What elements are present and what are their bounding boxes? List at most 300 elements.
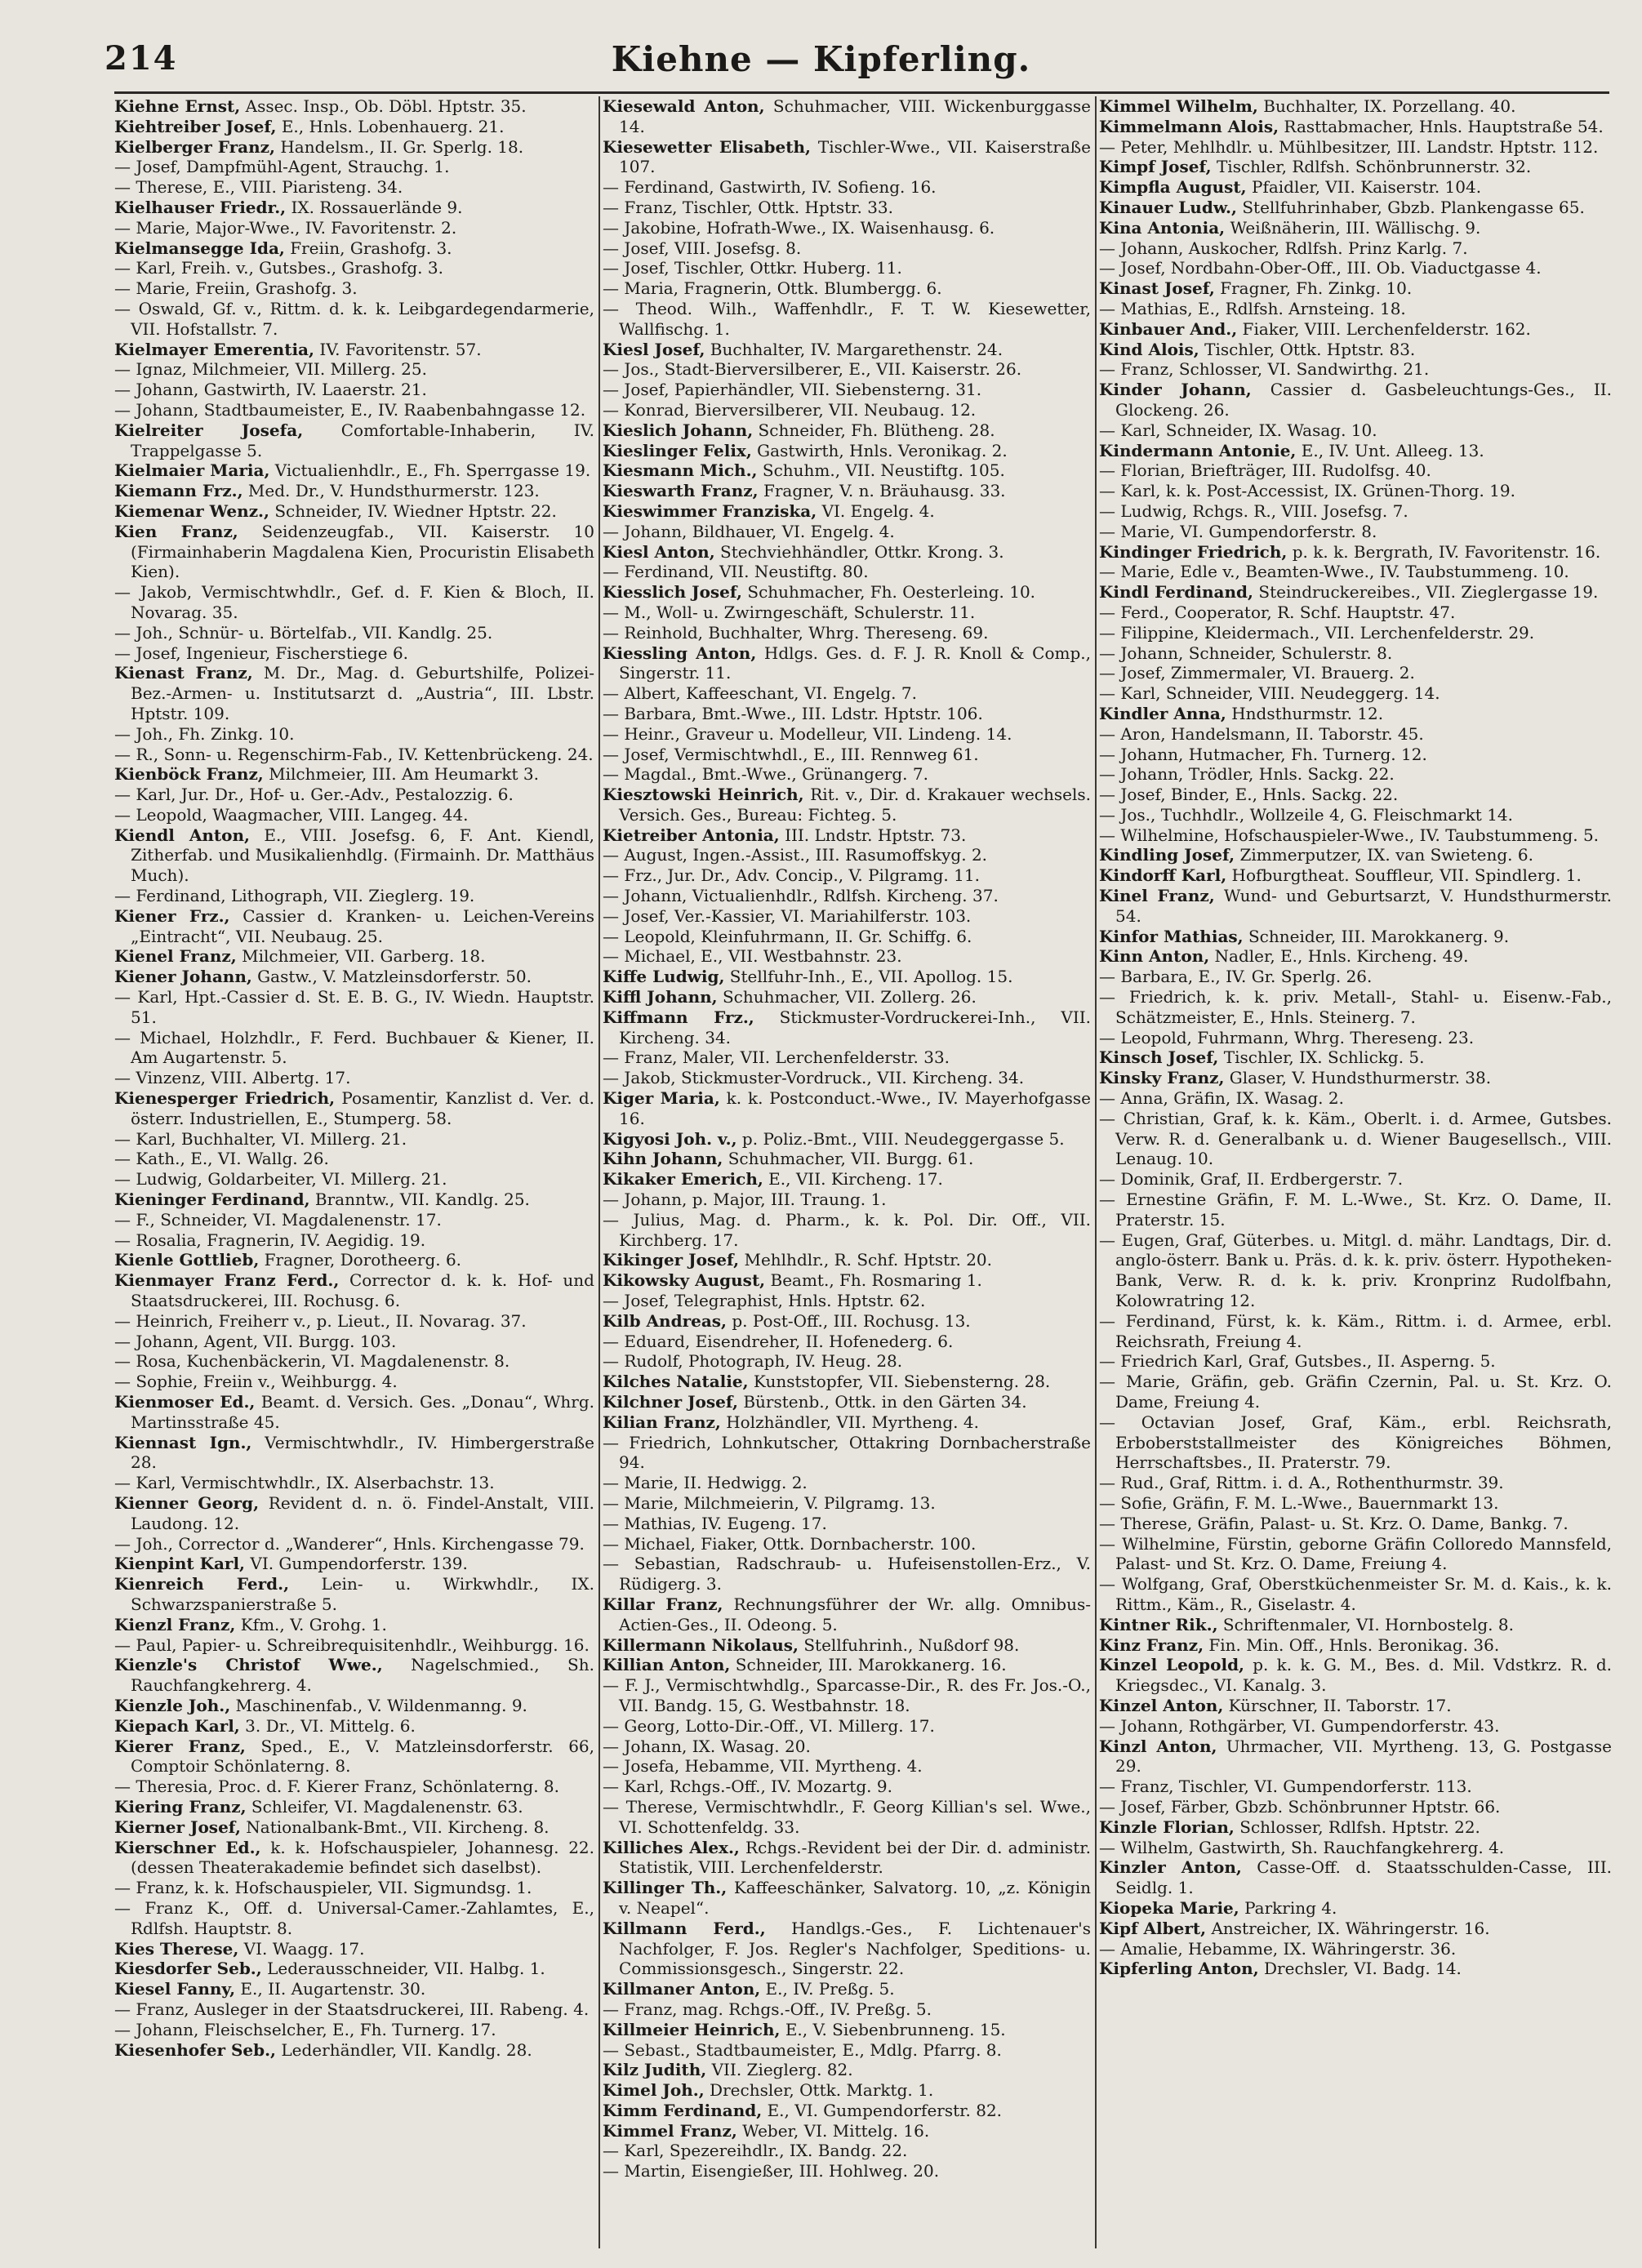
entry-details: Fragner, Dorotheerg. 6. <box>259 1250 462 1270</box>
directory-entry <box>114 1939 594 1959</box>
entry-details: — Ferd., Cooperator, R. Schf. Hauptstr. 47. <box>1099 602 1456 622</box>
entry-surname: Kiemenar Wenz., <box>114 500 269 521</box>
entry-details: Schuhmacher, VII. Zollerg. 26. <box>717 987 977 1007</box>
directory-entry <box>1099 1737 1612 1777</box>
directory-entry <box>114 1959 594 1979</box>
directory-entry <box>603 1412 1091 1433</box>
entry-details: — Reinhold, Buchhalter, Whrg. Thereseng. 69. <box>603 622 989 643</box>
entry-details: — Friedrich, Lohnkutscher, Ottakring Dornbacherstraße 94. <box>603 1432 1091 1473</box>
entry-surname: Kiesslich Josef, <box>603 582 743 603</box>
entry-details: — Karl, Spezereihdlr., IX. Bandg. 22. <box>603 2141 908 2161</box>
directory-entry <box>603 258 1091 278</box>
entry-details: Kaffeeschänker, Salvatorg. 10, „z. Königin v. Neapel“. <box>619 1878 1091 1918</box>
directory-entry <box>114 1311 594 1332</box>
entry-details: — Josef, Telegraphist, Hnls. Hptstr. 62. <box>603 1291 926 1311</box>
directory-entry <box>1099 96 1612 117</box>
entry-details: 3. Dr., VI. Mittelg. 6. <box>239 1715 416 1736</box>
entry-details: — Karl, Buchhalter, VI. Millerg. 21. <box>114 1128 407 1149</box>
entry-details: — Josef, Färber, Gbzb. Schönbrunner Hptstr. 66. <box>1099 1796 1501 1817</box>
entry-details: — Barbara, E., IV. Gr. Sperlg. 26. <box>1099 967 1373 987</box>
entry-details: — Franz, Maler, VII. Lerchenfelderstr. 33. <box>603 1047 950 1068</box>
entry-details: Branntw., VII. Kandlg. 25. <box>309 1190 530 1210</box>
entry-details: — Frz., Jur. Dr., Adv. Concip., V. Pilgramg. 11. <box>603 865 980 886</box>
directory-column-2 <box>603 96 1091 2260</box>
entry-details: — Peter, Mehlhdlr. u. Mühlbesitzer, III. Landstr. Hptstr. 112. <box>1099 136 1599 157</box>
directory-entry <box>603 603 1091 623</box>
entry-surname: Killermann Nikolaus, <box>603 1634 799 1655</box>
entry-surname: Kienzle Joh., <box>114 1695 231 1715</box>
entry-details: — Johann, Victualienhdlr., Rdlfsh. Kircheng. 37. <box>603 886 999 906</box>
directory-entry <box>603 1534 1091 1554</box>
directory-entry <box>1099 886 1612 927</box>
directory-entry <box>1099 1655 1612 1696</box>
directory-entry <box>114 1129 594 1150</box>
directory-entry <box>603 1554 1091 1594</box>
entry-details: — Joh., Fh. Zinkg. 10. <box>114 723 295 744</box>
directory-entry <box>114 1737 594 1777</box>
directory-entry <box>114 1028 594 1069</box>
entry-details: k. k. Hofschauspieler, Johannesg. 22. (dessen Theaterakademie befindet sich daselbst). <box>131 1837 594 1878</box>
entry-surname: Kienner Georg, <box>114 1492 260 1513</box>
directory-entry <box>114 967 594 987</box>
directory-entry <box>603 946 1091 967</box>
entry-details: — Karl, Vermischtwhdlr., IX. Alserbachstr. 13. <box>114 1473 495 1493</box>
entry-details: Assec. Insp., Ob. Döbl. Hptstr. 35. <box>240 96 527 116</box>
entry-details: — Albert, Kaffeeschant, VI. Engelg. 7. <box>603 683 917 704</box>
entry-details: Pfaidler, VII. Kaiserstr. 104. <box>1246 177 1482 198</box>
directory-entry <box>114 299 594 340</box>
entry-details: Fragner, Fh. Zinkg. 10. <box>1214 278 1413 299</box>
directory-entry <box>603 1332 1091 1352</box>
directory-entry <box>603 724 1091 745</box>
entry-surname: Kipf Albert, <box>1099 1918 1207 1938</box>
entry-details: Vermischtwhdlr., IV. Himbergerstraße 28. <box>131 1432 594 1473</box>
entry-surname: Kieswimmer Franziska, <box>603 500 817 521</box>
entry-surname: Kiering Franz, <box>114 1796 247 1817</box>
directory-entry <box>1099 1169 1612 1190</box>
entry-details: — Joh., Schnür- u. Börtelfab., VII. Kandlg. 25. <box>114 622 493 643</box>
entry-surname: Kinn Anton, <box>1099 946 1210 967</box>
directory-entry <box>114 643 594 664</box>
entry-details: Parkring 4. <box>1239 1897 1337 1918</box>
directory-entry <box>603 278 1091 299</box>
entry-surname: Kiesewetter Elisabeth, <box>603 136 811 157</box>
directory-entry <box>114 1574 594 1615</box>
entry-surname: Kiessling Anton, <box>603 643 757 663</box>
directory-entry <box>1099 1473 1612 1493</box>
entry-details: — Wilhelmine, Hofschauspieler-Wwe., IV. Taubstummeng. 5. <box>1099 825 1600 845</box>
entry-surname: Kienel Franz, <box>114 946 237 967</box>
directory-entry <box>114 460 594 481</box>
entry-details: — Ferdinand, VII. Neustiftg. 80. <box>603 562 869 582</box>
directory-entry <box>114 340 594 360</box>
directory-entry <box>603 1372 1091 1392</box>
directory-entry <box>114 1473 594 1493</box>
entry-details: — Ferdinand, Gastwirth, IV. Sofieng. 16. <box>603 177 937 198</box>
entry-surname: Kilb Andreas, <box>603 1310 728 1331</box>
entry-surname: Kimel Joh., <box>603 2080 705 2101</box>
entry-details: Tischler-Wwe., VII. Kaiserstraße 107. <box>619 136 1091 177</box>
entry-details: E., V. Siebenbrunneng. 15. <box>780 2019 1006 2039</box>
entry-details: p. Poliz.-Bmt., VIII. Neudeggergasse 5. <box>736 1128 1065 1149</box>
entry-details: E., IV. Unt. Alleeg. 13. <box>1296 440 1484 460</box>
directory-entry <box>1099 501 1612 522</box>
entry-surname: Kielhauser Friedr., <box>114 197 287 217</box>
entry-surname: Kiehtreiber Josef, <box>114 116 277 136</box>
entry-details: — Anna, Gräfin, IX. Wasag. 2. <box>1099 1088 1344 1109</box>
entry-details: Hofburgtheat. Souffleur, VII. Spindlerg. 1. <box>1226 865 1582 886</box>
entry-surname: Kiesl Anton, <box>603 541 715 562</box>
entry-surname: Kihn Johann, <box>603 1149 723 1169</box>
directory-entry <box>603 1270 1091 1291</box>
entry-surname: Kind Alois, <box>1099 339 1199 359</box>
entry-details: Nadler, E., Hnls. Kircheng. 49. <box>1209 946 1469 967</box>
entry-details: Uhrmacher, VII. Myrtheng. 13, G. Postgasse 29. <box>1115 1736 1612 1777</box>
directory-entry <box>603 1655 1091 1675</box>
directory-entry <box>114 1615 594 1635</box>
directory-entry <box>1099 724 1612 745</box>
entry-details: — Jos., Stadt-Bierversilberer, E., VII. Kaiserstr. 26. <box>603 359 1022 380</box>
entry-surname: Kiesl Josef, <box>603 339 705 359</box>
directory-entry <box>603 1250 1091 1270</box>
entry-surname: Kienböck Franz, <box>114 764 264 785</box>
entry-surname: Kimm Ferdinand, <box>603 2100 763 2120</box>
directory-entry <box>114 1554 594 1574</box>
entry-details: Schuhmacher, VII. Burgg. 61. <box>723 1149 974 1169</box>
entry-details: Handlgs.-Ges., F. Lichtenauer's Nachfolger, F. Jos. Regler's Nachfolger, Speditions- u. Commissionsgesch., Singerstr. 22. <box>619 1918 1091 1979</box>
directory-entry <box>1099 441 1612 461</box>
entry-details: Med. Dr., V. Hundsthurmerstr. 123. <box>243 481 540 501</box>
entry-details: — Marie, Milchmeierin, V. Pilgramg. 13. <box>603 1492 936 1513</box>
entry-details: — Johann, Gastwirth, IV. Laaerstr. 21. <box>114 380 427 400</box>
entry-details: — Josef, Ver.-Kassier, VI. Mariahilferstr. 103. <box>603 905 972 926</box>
entry-details: Anstreicher, IX. Währingerstr. 16. <box>1206 1918 1490 1938</box>
entry-details: Stechviehhändler, Ottkr. Krong. 3. <box>714 541 1004 562</box>
entry-surname: Kiendl Anton, <box>114 825 250 845</box>
directory-entry <box>603 1392 1091 1412</box>
entry-details: — Jakobine, Hofrath-Wwe., IX. Waisenhausg. 6. <box>603 217 995 238</box>
page-title: Kiehne — Kipferling. <box>611 39 1031 79</box>
entry-surname: Kiffmann Frz., <box>603 1007 754 1027</box>
directory-entry <box>1099 845 1612 865</box>
directory-entry <box>603 1777 1091 1797</box>
entry-surname: Kierner Josef, <box>114 1817 241 1837</box>
directory-entry <box>114 1270 594 1311</box>
directory-entry <box>603 623 1091 643</box>
directory-entry <box>114 1797 594 1817</box>
entry-surname: Killar Franz, <box>603 1594 723 1614</box>
entry-surname: Kiesewald Anton, <box>603 96 765 116</box>
directory-entry <box>603 967 1091 987</box>
directory-entry <box>1099 1028 1612 1048</box>
entry-details: M. Dr., Mag. d. Geburtshilfe, Polizei-Bez.-Armen- u. Institutsarzt d. „Austria“, III. Lbstr. Hptstr. 109. <box>131 663 594 723</box>
entry-details: — Johann, Rothgärber, VI. Gumpendorferstr. 43. <box>1099 1715 1500 1736</box>
directory-column-1 <box>114 96 594 2260</box>
entry-surname: Kinauer Ludw., <box>1099 197 1237 217</box>
entry-details: Schneider, III. Marokkanerg. 9. <box>1243 926 1510 946</box>
entry-details: — Ernestine Gräfin, F. M. L.-Wwe., St. Krz. O. Dame, II. Praterstr. 15. <box>1099 1190 1612 1230</box>
directory-entry <box>114 278 594 299</box>
directory-entry <box>114 987 594 1028</box>
entry-surname: Kinz Franz, <box>1099 1634 1204 1655</box>
entry-surname: Kinel Franz, <box>1099 886 1215 906</box>
directory-entry <box>114 2040 594 2061</box>
directory-entry <box>603 704 1091 724</box>
entry-surname: Kielmansegge Ida, <box>114 238 285 258</box>
entry-details: — Rudolf, Photograph, IV. Heug. 28. <box>603 1351 903 1372</box>
entry-surname: Kinsch Josef, <box>1099 1047 1219 1068</box>
entry-details: — Theresia, Proc. d. F. Kierer Franz, Schönlaterng. 8. <box>114 1777 559 1797</box>
directory-entry <box>603 177 1091 198</box>
entry-details: Victualienhdlr., E., Fh. Sperrgasse 19. <box>269 460 591 481</box>
directory-entry <box>603 420 1091 441</box>
entry-details: — Ignaz, Milchmeier, VII. Millerg. 25. <box>114 359 427 380</box>
directory-entry <box>603 745 1091 765</box>
directory-entry <box>603 1149 1091 1169</box>
entry-surname: Kinast Josef, <box>1099 278 1215 299</box>
directory-entry <box>603 460 1091 481</box>
directory-entry <box>1099 481 1612 501</box>
entry-details: — Franz, k. k. Hofschauspieler, VII. Sigmundsg. 1. <box>114 1878 532 1898</box>
directory-entry <box>1099 663 1612 683</box>
directory-entry <box>114 805 594 825</box>
directory-entry <box>603 2101 1091 2121</box>
entry-details: — Jos., Tuchhdlr., Wollzeile 4, G. Fleischmarkt 14. <box>1099 804 1514 825</box>
entry-details: Hdlgs. Ges. d. F. J. R. Knoll & Comp., Singerstr. 11. <box>619 643 1091 683</box>
directory-entry <box>1099 420 1612 441</box>
directory-entry <box>1099 177 1612 198</box>
entry-details: Gastw., V. Matzleinsdorferstr. 50. <box>251 967 532 987</box>
entry-surname: Kikaker Emerich, <box>603 1169 763 1190</box>
entry-details: — Johann, Auskocher, Rdlfsh. Prinz Karlg. 7. <box>1099 238 1468 258</box>
directory-entry <box>603 1311 1091 1332</box>
entry-details: Bürstenb., Ottk. in den Gärten 34. <box>737 1392 1027 1412</box>
header-rule <box>114 91 1609 94</box>
directory-entry <box>114 1878 594 1898</box>
directory-entry <box>603 218 1091 238</box>
directory-entry <box>114 1898 594 1939</box>
entry-details: Corrector d. k. k. Hof- und Staatsdruckerei, III. Rochusg. 6. <box>131 1270 594 1311</box>
entry-details: — Leopold, Waagmacher, VIII. Langeg. 44. <box>114 804 469 825</box>
directory-entry <box>114 238 594 259</box>
entry-surname: Kienmoser Ed., <box>114 1392 256 1412</box>
directory-entry <box>1099 643 1612 664</box>
directory-entry <box>1099 542 1612 563</box>
entry-details: — Wolfgang, Graf, Oberstküchenmeister Sr. M. d. Kais., k. k. Rittm., Käm., R., Giselastr. 4. <box>1099 1574 1612 1614</box>
entry-details: III. Lndstr. Hptstr. 73. <box>779 825 967 845</box>
entry-surname: Kienzl Franz, <box>114 1614 236 1634</box>
directory-entry <box>1099 1109 1612 1169</box>
entry-details: — Johann, IX. Wasag. 20. <box>603 1736 811 1756</box>
entry-surname: Kintner Rik., <box>1099 1614 1218 1634</box>
entry-surname: Kikinger Josef, <box>603 1250 740 1270</box>
entry-details: — Heinrich, Freiherr v., p. Lieut., II. Novarag. 37. <box>114 1310 527 1331</box>
directory-entry <box>114 96 594 117</box>
entry-details: — Mathias, E., Rdlfsh. Arnsteing. 18. <box>1099 298 1406 318</box>
entry-surname: Kimmelmann Alois, <box>1099 116 1279 136</box>
entry-surname: Kiepach Karl, <box>114 1715 240 1736</box>
directory-entry <box>603 96 1091 137</box>
directory-entry <box>114 2020 594 2040</box>
entry-surname: Kinzel Anton, <box>1099 1695 1224 1715</box>
directory-entry <box>1099 785 1612 805</box>
entry-details: — Rosa, Kuchenbäckerin, VI. Magdalenenstr. 8. <box>114 1351 510 1372</box>
directory-entry <box>114 785 594 805</box>
entry-details: — Leopold, Kleinfuhrmann, II. Gr. Schiffg. 6. <box>603 926 972 946</box>
entry-details: Rit. v., Dir. d. Krakauer wechsels. Versich. Ges., Bureau: Fichteg. 5. <box>619 785 1091 825</box>
entry-details: — Karl, Schneider, VIII. Neudeggerg. 14. <box>1099 683 1440 704</box>
directory-entry <box>1099 987 1612 1028</box>
directory-entry <box>603 400 1091 420</box>
directory-entry <box>114 1230 594 1251</box>
directory-entry <box>114 117 594 137</box>
column-divider <box>599 96 600 2248</box>
directory-entry <box>1099 603 1612 623</box>
entry-surname: Kiener Frz., <box>114 905 230 926</box>
entry-details: — Mathias, IV. Eugeng. 17. <box>603 1513 827 1533</box>
directory-entry <box>603 927 1091 947</box>
entry-details: Schneider, IV. Wiedner Hptstr. 22. <box>269 500 557 521</box>
entry-surname: Kiffe Ludwig, <box>603 967 725 987</box>
entry-details: Maschinenfab., V. Wildenmanng. 9. <box>230 1695 527 1715</box>
directory-entry <box>114 724 594 745</box>
directory-entry <box>114 1696 594 1716</box>
entry-details: Nagelschmied., Sh. Rauchfangkehrerg. 4. <box>131 1655 594 1696</box>
entry-details: — Johann, Fleischselcher, E., Fh. Turnerg. 17. <box>114 2019 496 2039</box>
directory-entry <box>114 1777 594 1797</box>
entry-details: Stickmuster-Vordruckerei-Inh., VII. Kircheng. 34. <box>619 1007 1091 1047</box>
directory-entry <box>114 380 594 400</box>
entry-details: Schneider, III. Marokkanerg. 16. <box>730 1655 1007 1675</box>
directory-entry <box>114 137 594 158</box>
entry-details: IV. Favoritenstr. 57. <box>314 339 482 359</box>
entry-details: — Franz, mag. Rchgs.-Off., IV. Preßg. 5. <box>603 1999 932 2019</box>
directory-entry <box>1099 1514 1612 1534</box>
entry-details: — Johann, Hutmacher, Fh. Turnerg. 12. <box>1099 744 1427 764</box>
entry-details: — R., Sonn- u. Regenschirm-Fab., IV. Kettenbrückeng. 24. <box>114 744 594 764</box>
directory-entry <box>1099 764 1612 785</box>
directory-entry <box>1099 1230 1612 1311</box>
directory-entry <box>603 643 1091 684</box>
entry-details: — Karl, Rchgs.-Off., IV. Mozartg. 9. <box>603 1777 892 1797</box>
directory-entry <box>1099 1615 1612 1635</box>
entry-surname: Kiesenhofer Seb., <box>114 2039 277 2060</box>
entry-details: Tischler, Rdlfsh. Schönbrunnerstr. 32. <box>1211 157 1532 177</box>
entry-details: Rasttabmacher, Hnls. Hauptstraße 54. <box>1279 116 1604 136</box>
directory-entry <box>603 1594 1091 1635</box>
entry-surname: Kindorff Karl, <box>1099 865 1227 886</box>
entry-surname: Kielreiter Josefa, <box>114 420 304 440</box>
entry-surname: Kindler Anna, <box>1099 703 1226 723</box>
directory-entry <box>1099 1939 1612 1959</box>
entry-details: Schlosser, Rdlfsh. Hptstr. 22. <box>1234 1817 1480 1837</box>
entry-details: Buchhalter, IX. Porzellang. 40. <box>1257 96 1516 116</box>
directory-entry <box>114 825 594 886</box>
column-divider <box>1095 96 1097 2248</box>
page-header <box>0 39 1642 88</box>
directory-entry <box>114 1190 594 1210</box>
entry-surname: Kiener Johann, <box>114 967 252 987</box>
entry-details: — Friedrich Karl, Graf, Gutsbes., II. Asperng. 5. <box>1099 1351 1496 1372</box>
entry-surname: Killinger Th., <box>603 1878 728 1898</box>
entry-details: — Franz K., Off. d. Universal-Camer.-Zahlamtes, E., Rdlfsh. Hauptstr. 8. <box>114 1897 594 1938</box>
entry-details: — Michael, E., VII. Westbahnstr. 23. <box>603 946 902 967</box>
directory-entry <box>603 1878 1091 1919</box>
directory-entry <box>114 886 594 906</box>
entry-details: — Dominik, Graf, II. Erdbergerstr. 7. <box>1099 1169 1404 1190</box>
directory-entry <box>1099 198 1612 218</box>
entry-details: — Ludwig, Goldarbeiter, VI. Millerg. 21. <box>114 1169 447 1190</box>
directory-entry <box>603 1737 1091 1757</box>
entry-surname: Kiesztowski Heinrich, <box>603 785 804 805</box>
directory-entry <box>603 1473 1091 1493</box>
entry-details: — Aron, Handelsmann, II. Taborstr. 45. <box>1099 723 1424 744</box>
directory-entry <box>114 1493 594 1534</box>
entry-details: E., IV. Preßg. 5. <box>760 1979 895 1999</box>
entry-details: Lederausschneider, VII. Halbg. 1. <box>261 1959 545 1979</box>
directory-entry <box>114 481 594 501</box>
directory-entry <box>1099 704 1612 724</box>
directory-entry <box>603 1838 1091 1879</box>
entry-details: — Johann, Stadtbaumeister, E., IV. Raabenbahngasse 12. <box>114 399 586 420</box>
directory-entry <box>603 1210 1091 1251</box>
entry-surname: Kilz Judith, <box>603 2060 707 2080</box>
directory-entry <box>114 1169 594 1190</box>
directory-entry <box>603 2020 1091 2040</box>
entry-details: Cassier d. Gasbeleuchtungs-Ges., II. Glockeng. 26. <box>1115 380 1612 420</box>
entry-details: Drechsler, VI. Badg. 14. <box>1258 1959 1462 1979</box>
directory-entry <box>1099 805 1612 825</box>
entry-surname: Kiesdorfer Seb., <box>114 1959 262 1979</box>
entry-details: — Sofie, Gräfin, F. M. L.-Wwe., Bauernmarkt 13. <box>1099 1492 1499 1513</box>
directory-entry <box>114 501 594 522</box>
entry-details: — Karl, Schneider, IX. Wasag. 10. <box>1099 420 1377 440</box>
entry-details: Seidenzeugfab., VII. Kaiserstr. 10 (Firmainhaberin Magdalena Kien, Procuristin Elisabeth Kien). <box>131 521 594 582</box>
directory-entry <box>1099 1351 1612 1372</box>
directory-entry <box>1099 1635 1612 1656</box>
directory-entry <box>603 1675 1091 1716</box>
entry-details: — Octavian Josef, Graf, Käm., erbl. Reichsrath, Erboberststallmeister des Königreiches Böhmen, Herrschaftsbes., II. Praterstr. 79. <box>1099 1412 1612 1473</box>
entry-surname: Kilches Natalie, <box>603 1372 749 1392</box>
directory-entry <box>603 359 1091 380</box>
directory-entry <box>1099 1898 1612 1919</box>
entry-details: — Heinr., Graveur u. Modelleur, VII. Lindeng. 14. <box>603 723 1012 744</box>
entry-surname: Kindinger Friedrich, <box>1099 541 1288 562</box>
entry-details: — Josef, Ingenieur, Fischerstiege 6. <box>114 643 409 663</box>
entry-details: Buchhalter, IV. Margarethenstr. 24. <box>705 339 1003 359</box>
entry-details: Freiin, Grashofg. 3. <box>284 238 452 258</box>
entry-details: — Josef, VIII. Josefsg. 8. <box>603 238 802 258</box>
entry-details: Posamentir, Kanzlist d. Ver. d. österr. Industriellen, E., Stumperg. 58. <box>131 1088 594 1128</box>
entry-details: — Josefa, Hebamme, VII. Myrtheng. 4. <box>603 1756 923 1777</box>
directory-entry <box>603 238 1091 259</box>
entry-details: — Kath., E., VI. Wallg. 26. <box>114 1149 329 1169</box>
directory-entry <box>1099 460 1612 481</box>
entry-surname: Kilian Franz, <box>603 1412 721 1432</box>
directory-entry <box>114 663 594 723</box>
entry-details: — Rosalia, Fragnerin, IV. Aegidig. 19. <box>114 1230 426 1250</box>
entry-surname: Kienast Franz, <box>114 663 253 683</box>
entry-details: — Marie, Gräfin, geb. Gräfin Czernin, Pal. u. St. Krz. O. Dame, Freiung 4. <box>1099 1372 1612 1412</box>
entry-details: — Theod. Wilh., Waffenhdlr., F. T. W. Kiesewetter, Wallfischg. 1. <box>603 298 1091 339</box>
directory-entry <box>603 542 1091 563</box>
directory-entry <box>603 299 1091 340</box>
entry-surname: Killiches Alex., <box>603 1837 740 1857</box>
entry-details: — Josef, Zimmermaler, VI. Brauerg. 2. <box>1099 663 1415 683</box>
entry-surname: Kienreich Ferd., <box>114 1574 290 1594</box>
entry-surname: Kinzler Anton, <box>1099 1857 1242 1878</box>
entry-details: — Marie, VI. Gumpendorferstr. 8. <box>1099 521 1377 541</box>
